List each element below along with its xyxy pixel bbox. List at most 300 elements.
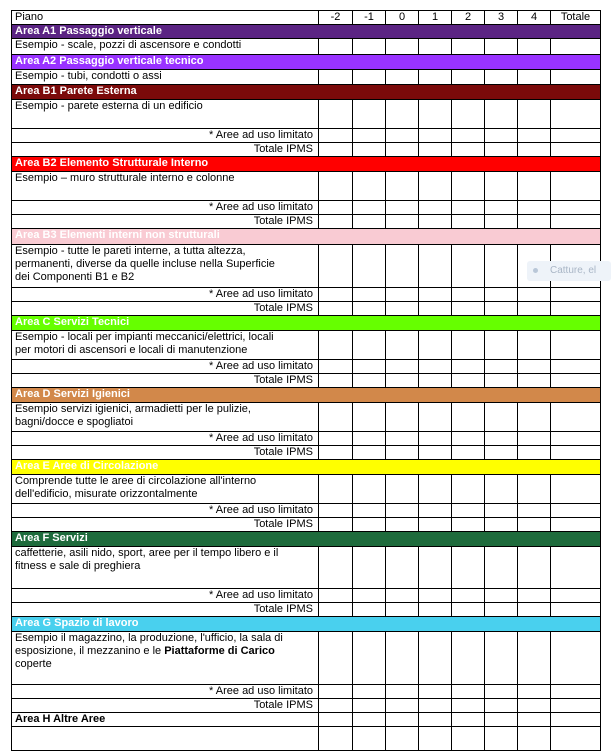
limited-use-cell	[353, 432, 386, 446]
ipms-total-cell	[419, 215, 452, 229]
example-cell	[518, 331, 551, 360]
area-h-blank-cell	[319, 727, 353, 751]
ipms-total-cell	[419, 603, 452, 617]
example-line	[15, 573, 315, 586]
example-cell	[353, 172, 386, 201]
example-text	[12, 100, 319, 129]
limited-use-cell	[452, 288, 485, 302]
ipms-total-cell	[419, 374, 452, 388]
example-cell	[319, 245, 353, 288]
ipms-total-row	[12, 446, 601, 460]
ipms-total-cell	[419, 143, 452, 157]
ipms-total-cell	[319, 215, 353, 229]
example-cell	[353, 475, 386, 504]
area-title: Area E Aree di Circolazione	[12, 460, 601, 475]
limited-use-cell	[485, 129, 518, 143]
area-title-row	[12, 617, 601, 632]
example-cell	[551, 632, 601, 685]
limited-use-cell	[452, 685, 485, 699]
example-cell	[419, 403, 452, 432]
limited-use-cell	[386, 201, 419, 215]
ipms-total-cell	[551, 374, 601, 388]
floor-header: 0	[386, 11, 419, 25]
ipms-total-cell	[551, 215, 601, 229]
example-cell	[551, 331, 601, 360]
ipms-total-cell	[353, 518, 386, 532]
example-row	[12, 547, 601, 589]
ipms-total-row	[12, 699, 601, 713]
limited-use-label: * Aree ad uso limitato	[12, 129, 319, 143]
area-h-blank	[12, 727, 319, 751]
example-cell	[518, 547, 551, 589]
piano-header: Piano	[12, 11, 319, 25]
example-cell	[551, 172, 601, 201]
example-cell	[386, 245, 419, 288]
area-h-blank-cell	[419, 727, 452, 751]
example-cell	[485, 70, 518, 85]
area-h-title: Area H Altre Aree	[12, 713, 319, 727]
ipms-total-cell	[551, 699, 601, 713]
ipms-total-cell	[551, 446, 601, 460]
example-cell	[452, 547, 485, 589]
area-h-cell	[518, 713, 551, 727]
example-cell	[319, 70, 353, 85]
ipms-total-cell	[551, 302, 601, 316]
limited-use-row	[12, 201, 601, 215]
limited-use-cell	[419, 589, 452, 603]
limited-use-cell	[319, 129, 353, 143]
example-text	[12, 245, 319, 288]
limited-use-cell	[452, 201, 485, 215]
limited-use-label: * Aree ad uso limitato	[12, 432, 319, 446]
example-cell	[353, 70, 386, 85]
limited-use-cell	[319, 201, 353, 215]
limited-use-cell	[419, 201, 452, 215]
ipms-total-cell	[353, 302, 386, 316]
limited-use-cell	[518, 504, 551, 518]
example-cell	[551, 100, 601, 129]
floor-header: -2	[319, 11, 353, 25]
example-cell	[386, 331, 419, 360]
limited-use-cell	[518, 685, 551, 699]
ipms-total-cell	[518, 374, 551, 388]
capture-tooltip	[527, 261, 611, 281]
example-text	[12, 39, 319, 55]
example-cell	[386, 172, 419, 201]
area-title-row	[12, 316, 601, 331]
floor-header: 4	[518, 11, 551, 25]
example-line	[15, 113, 315, 126]
limited-use-cell	[419, 685, 452, 699]
limited-use-cell	[452, 129, 485, 143]
example-line: Esempio – muro strutturale interno e colonne	[15, 172, 235, 184]
ipms-total-cell	[518, 215, 551, 229]
example-line: esposizione, il mezzanino e le	[15, 645, 165, 657]
limited-use-cell	[485, 288, 518, 302]
example-cell	[319, 403, 353, 432]
ipms-total-label: Totale IPMS	[12, 446, 319, 460]
ipms-total-cell	[353, 215, 386, 229]
example-cell	[518, 403, 551, 432]
example-cell	[419, 39, 452, 55]
limited-use-cell	[353, 685, 386, 699]
example-line: bagni/docce e spogliatoi	[15, 416, 134, 428]
example-cell	[485, 245, 518, 288]
area-h-cell	[419, 713, 452, 727]
limited-use-cell	[419, 360, 452, 374]
area-h-blank-cell	[452, 727, 485, 751]
area-title: Area C Servizi Tecnici	[12, 316, 601, 331]
example-cell	[386, 39, 419, 55]
limited-use-cell	[353, 360, 386, 374]
dot-icon	[533, 268, 538, 273]
example-cell	[319, 100, 353, 129]
example-cell	[353, 39, 386, 55]
example-cell	[319, 39, 353, 55]
ipms-total-row	[12, 518, 601, 532]
example-cell	[353, 632, 386, 685]
area-title: Area B2 Elemento Strutturale Interno	[12, 157, 601, 172]
example-text	[12, 331, 319, 360]
example-line	[15, 185, 315, 198]
example-text	[12, 172, 319, 201]
ipms-total-row	[12, 603, 601, 617]
limited-use-cell	[319, 360, 353, 374]
example-cell	[319, 331, 353, 360]
example-cell	[419, 245, 452, 288]
limited-use-cell	[353, 201, 386, 215]
example-cell	[319, 547, 353, 589]
ipms-total-label: Totale IPMS	[12, 374, 319, 388]
ipms-total-cell	[452, 518, 485, 532]
limited-use-label: * Aree ad uso limitato	[12, 589, 319, 603]
limited-use-cell	[518, 432, 551, 446]
area-h-cell	[551, 713, 601, 727]
capture-tooltip-text: Catture, el	[550, 265, 597, 276]
example-cell	[386, 70, 419, 85]
example-line: Esempio il magazzino, la produzione, l'ufficio, la sala di	[15, 632, 283, 644]
example-text	[12, 70, 319, 85]
limited-use-cell	[419, 288, 452, 302]
ipms-total-cell	[353, 603, 386, 617]
limited-use-cell	[353, 129, 386, 143]
area-h-cell	[485, 713, 518, 727]
area-h-cell	[386, 713, 419, 727]
example-cell	[353, 100, 386, 129]
example-cell	[485, 100, 518, 129]
limited-use-cell	[551, 589, 601, 603]
example-cell	[551, 403, 601, 432]
area-title-row	[12, 532, 601, 547]
example-cell	[386, 100, 419, 129]
example-row	[12, 39, 601, 55]
area-h-row	[12, 713, 601, 727]
example-cell	[419, 632, 452, 685]
area-title-row	[12, 460, 601, 475]
example-cell	[518, 172, 551, 201]
example-cell	[551, 547, 601, 589]
ipms-total-cell	[386, 603, 419, 617]
example-cell	[452, 70, 485, 85]
ipms-total-cell	[353, 374, 386, 388]
ipms-total-row	[12, 143, 601, 157]
example-cell	[419, 100, 452, 129]
example-row	[12, 172, 601, 201]
example-text	[12, 403, 319, 432]
limited-use-label: * Aree ad uso limitato	[12, 288, 319, 302]
ipms-total-label: Totale IPMS	[12, 518, 319, 532]
floor-header: 3	[485, 11, 518, 25]
example-cell	[518, 70, 551, 85]
limited-use-cell	[419, 432, 452, 446]
example-line	[15, 645, 315, 658]
example-cell	[551, 39, 601, 55]
ipms-total-cell	[319, 446, 353, 460]
limited-use-cell	[386, 129, 419, 143]
limited-use-cell	[485, 360, 518, 374]
example-cell	[452, 100, 485, 129]
limited-use-cell	[551, 288, 601, 302]
ipms-total-cell	[485, 143, 518, 157]
ipms-total-cell	[551, 603, 601, 617]
example-row	[12, 475, 601, 504]
limited-use-row	[12, 589, 601, 603]
ipms-total-row	[12, 302, 601, 316]
example-cell	[353, 331, 386, 360]
ipms-total-label: Totale IPMS	[12, 603, 319, 617]
ipms-total-cell	[518, 603, 551, 617]
example-cell	[419, 70, 452, 85]
floor-header: 1	[419, 11, 452, 25]
ipms-total-cell	[485, 302, 518, 316]
ipms-total-label: Totale IPMS	[12, 143, 319, 157]
area-title-row	[12, 157, 601, 172]
example-cell	[353, 245, 386, 288]
ipms-total-cell	[319, 699, 353, 713]
ipms-total-cell	[319, 374, 353, 388]
limited-use-cell	[386, 360, 419, 374]
example-cell	[386, 547, 419, 589]
limited-use-cell	[551, 129, 601, 143]
area-title-row	[12, 388, 601, 403]
limited-use-label: * Aree ad uso limitato	[12, 360, 319, 374]
limited-use-cell	[319, 685, 353, 699]
example-cell	[485, 475, 518, 504]
limited-use-cell	[485, 685, 518, 699]
header-row	[12, 11, 601, 25]
limited-use-cell	[386, 685, 419, 699]
limited-use-cell	[485, 504, 518, 518]
area-h-cell	[319, 713, 353, 727]
example-cell	[452, 172, 485, 201]
area-h-cell	[452, 713, 485, 727]
area-title: Area A2 Passaggio verticale tecnico	[12, 55, 601, 70]
example-cell	[386, 632, 419, 685]
ipms-total-cell	[518, 302, 551, 316]
area-h-blank-cell	[386, 727, 419, 751]
example-cell	[353, 547, 386, 589]
example-row	[12, 331, 601, 360]
example-cell	[551, 475, 601, 504]
ipms-total-cell	[386, 699, 419, 713]
ipms-total-cell	[452, 446, 485, 460]
ipms-total-cell	[518, 518, 551, 532]
example-line: caffetterie, asili nido, sport, aree per il tempo libero e il	[15, 547, 279, 559]
example-line: permanenti, diverse da quelle incluse nella Superficie	[15, 258, 275, 270]
limited-use-cell	[353, 504, 386, 518]
ipms-total-cell	[485, 374, 518, 388]
ipms-total-cell	[485, 215, 518, 229]
example-cell	[319, 632, 353, 685]
ipms-total-cell	[551, 518, 601, 532]
example-line: fitness e sale di preghiera	[15, 560, 141, 572]
example-cell	[452, 331, 485, 360]
example-cell	[485, 403, 518, 432]
example-cell	[485, 632, 518, 685]
limited-use-cell	[551, 201, 601, 215]
ipms-total-cell	[452, 143, 485, 157]
limited-use-cell	[353, 589, 386, 603]
limited-use-cell	[485, 201, 518, 215]
limited-use-cell	[518, 129, 551, 143]
limited-use-cell	[353, 288, 386, 302]
example-cell	[386, 475, 419, 504]
ipms-total-cell	[386, 446, 419, 460]
limited-use-cell	[319, 432, 353, 446]
ipms-total-cell	[551, 143, 601, 157]
limited-use-cell	[518, 288, 551, 302]
ipms-total-cell	[485, 603, 518, 617]
example-line: Esempio - locali per impianti meccanici/elettrici, locali	[15, 331, 274, 343]
ipms-total-label: Totale IPMS	[12, 302, 319, 316]
example-cell	[485, 39, 518, 55]
ipms-total-cell	[452, 603, 485, 617]
limited-use-row	[12, 504, 601, 518]
example-cell	[452, 245, 485, 288]
example-cell	[485, 547, 518, 589]
area-title: Area D Servizi Igienici	[12, 388, 601, 403]
example-line: Esempio - scale, pozzi di ascensore e condotti	[15, 39, 242, 51]
limited-use-label: * Aree ad uso limitato	[12, 201, 319, 215]
area-title: Area A1 Passaggio verticale	[12, 25, 601, 39]
example-line: coperte	[15, 658, 52, 670]
example-cell	[319, 172, 353, 201]
area-title-row	[12, 25, 601, 39]
limited-use-cell	[452, 432, 485, 446]
example-cell	[551, 70, 601, 85]
limited-use-cell	[485, 589, 518, 603]
example-line: Esempio servizi igienici, armadietti per le pulizie,	[15, 403, 251, 415]
area-title: Area G Spazio di lavoro	[12, 617, 601, 632]
ipms-total-cell	[518, 446, 551, 460]
area-title-row	[12, 229, 601, 245]
limited-use-row	[12, 432, 601, 446]
ipms-total-cell	[386, 374, 419, 388]
ipms-total-cell	[518, 143, 551, 157]
ipms-total-cell	[386, 215, 419, 229]
ipms-total-cell	[353, 446, 386, 460]
example-line: Esempio - parete esterna di un edificio	[15, 100, 203, 112]
ipms-total-cell	[319, 603, 353, 617]
limited-use-cell	[551, 685, 601, 699]
ipms-total-cell	[419, 446, 452, 460]
example-text	[12, 475, 319, 504]
example-cell	[485, 172, 518, 201]
ipms-total-cell	[485, 699, 518, 713]
totale-header: Totale	[551, 11, 601, 25]
example-line: dei Componenti B1 e B2	[15, 271, 135, 283]
limited-use-cell	[452, 504, 485, 518]
ipms-total-cell	[452, 215, 485, 229]
example-row	[12, 632, 601, 685]
limited-use-cell	[386, 504, 419, 518]
ipms-total-cell	[319, 518, 353, 532]
limited-use-cell	[319, 288, 353, 302]
limited-use-cell	[551, 360, 601, 374]
limited-use-row	[12, 288, 601, 302]
ipms-total-cell	[518, 699, 551, 713]
limited-use-row	[12, 685, 601, 699]
example-cell	[419, 331, 452, 360]
ipms-total-cell	[485, 518, 518, 532]
example-line	[15, 671, 315, 684]
limited-use-row	[12, 360, 601, 374]
area-h-blank-cell	[485, 727, 518, 751]
area-title-row	[12, 55, 601, 70]
floor-header: -1	[353, 11, 386, 25]
example-cell	[386, 403, 419, 432]
example-text	[12, 547, 319, 589]
limited-use-cell	[386, 432, 419, 446]
limited-use-cell	[551, 432, 601, 446]
example-cell	[419, 475, 452, 504]
limited-use-cell	[319, 504, 353, 518]
ipms-total-cell	[419, 302, 452, 316]
limited-use-cell	[386, 288, 419, 302]
ipms-total-cell	[419, 699, 452, 713]
example-cell	[518, 100, 551, 129]
example-cell	[419, 547, 452, 589]
limited-use-cell	[452, 360, 485, 374]
example-row	[12, 403, 601, 432]
limited-use-cell	[419, 504, 452, 518]
ipms-floor-area-table	[11, 10, 601, 751]
example-row	[12, 245, 601, 288]
example-bold-term: Piattaforme di Carico	[164, 645, 275, 657]
area-title: Area F Servizi	[12, 532, 601, 547]
ipms-total-cell	[386, 302, 419, 316]
floor-header: 2	[452, 11, 485, 25]
ipms-total-cell	[419, 518, 452, 532]
area-title: Area B3 Elementi interni non strutturali	[12, 229, 601, 245]
example-row	[12, 70, 601, 85]
limited-use-cell	[551, 504, 601, 518]
area-h-blank-cell	[518, 727, 551, 751]
ipms-total-row	[12, 215, 601, 229]
ipms-total-cell	[452, 374, 485, 388]
example-cell	[319, 475, 353, 504]
ipms-total-cell	[485, 446, 518, 460]
ipms-total-label: Totale IPMS	[12, 699, 319, 713]
area-h-cell	[353, 713, 386, 727]
example-cell	[518, 632, 551, 685]
example-cell	[452, 39, 485, 55]
limited-use-label: * Aree ad uso limitato	[12, 504, 319, 518]
ipms-total-cell	[452, 302, 485, 316]
example-text	[12, 632, 319, 685]
area-title: Area B1 Parete Esterna	[12, 85, 601, 100]
example-cell	[452, 403, 485, 432]
